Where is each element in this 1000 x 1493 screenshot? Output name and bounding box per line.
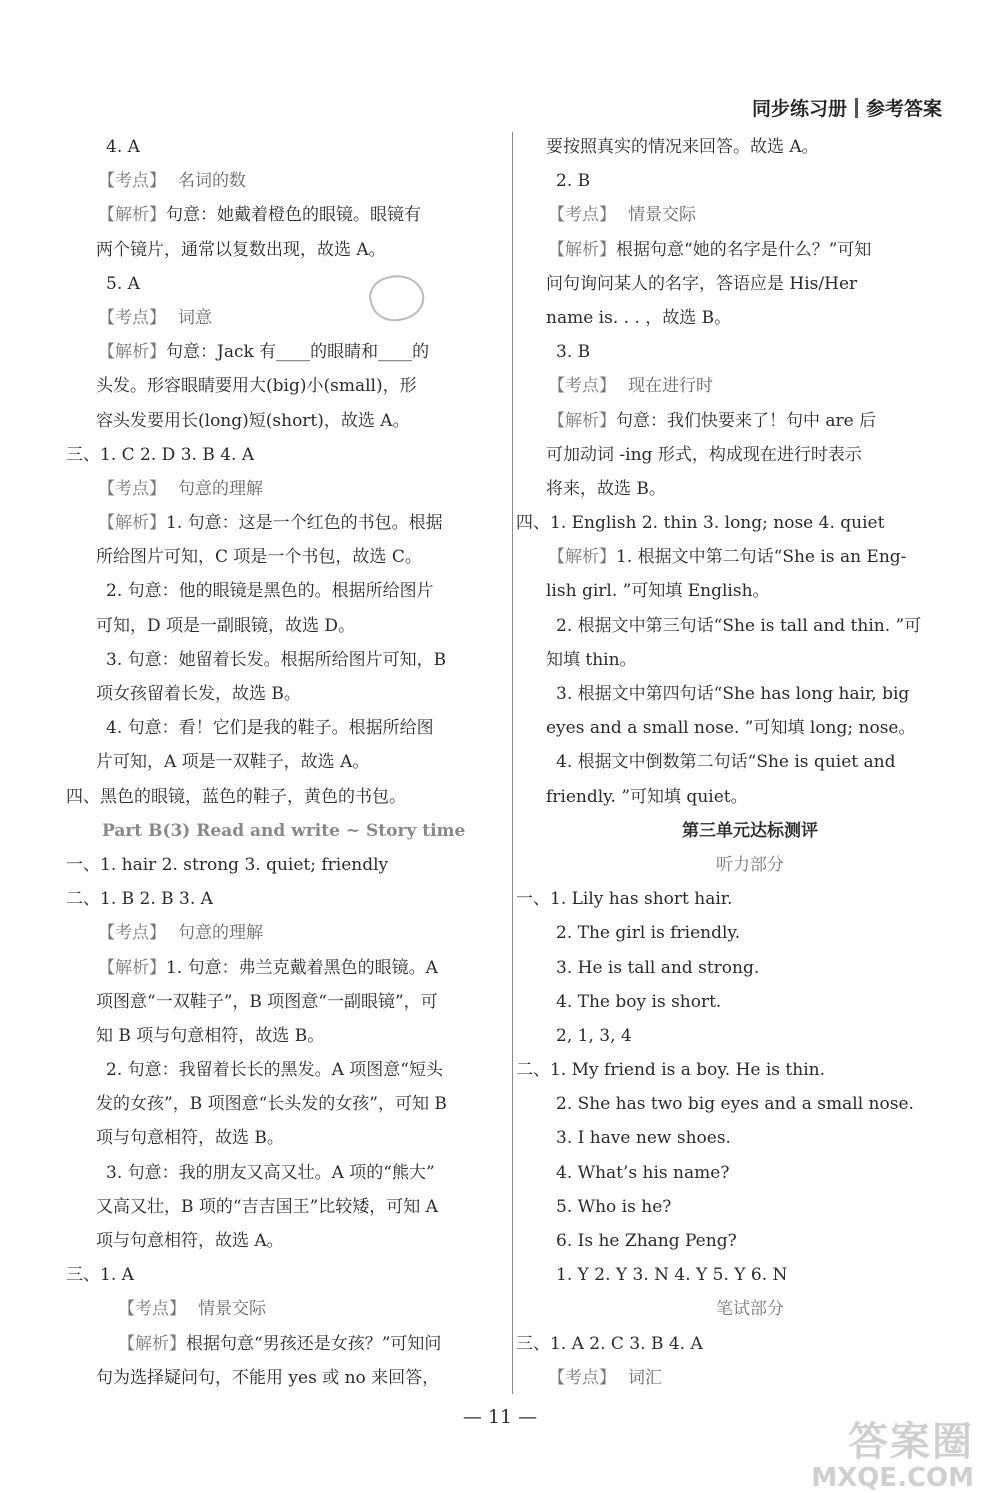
numbered-answer-line: 3. 根据文中第四句话“She has long hair, big [556, 684, 910, 704]
analysis-label: 【解析】 [118, 1333, 186, 1354]
continuation-line: 所给图片可知，C 项是一个书包，故选 C。 [96, 547, 422, 568]
numbered-answer-line: 3. B [556, 342, 591, 363]
header-section-title: 参考答案 [865, 98, 942, 120]
analysis-line [96, 1327, 504, 1361]
knowledge-point-line [96, 301, 504, 335]
continuation-line: 发的女孩”，B 项图意“长头发的女孩”，可知 B [96, 1094, 447, 1115]
continuation-line: 项与句意相符，故选 B。 [96, 1128, 284, 1149]
continuation-line: 项图意“一双鞋子”，B 项图意“一副眼镜”，可 [96, 991, 438, 1012]
continuation-line: 容头发要用长(long)短(short)，故选 A。 [96, 410, 410, 431]
page-number: — 11 — [462, 1406, 538, 1428]
knowledge-point-value: 句意的理解 [178, 923, 263, 944]
continuation-line: 两个镜片，通常以复数出现，故选 A。 [96, 239, 386, 260]
numbered-answer-line: 1. Y 2. Y 3. N 4. Y 5. Y 6. N [556, 1265, 788, 1286]
knowledge-point-label: 【考点】 [98, 923, 166, 944]
numbered-answer-line: 2. 根据文中第三句话“She is tall and thin. ”可 [556, 615, 922, 636]
knowledge-point-line [96, 1292, 504, 1326]
knowledge-point-value: 情景交际 [198, 1299, 266, 1320]
numbered-answer-line: 5. A [106, 273, 140, 294]
continuation-line: 知填 thin。 [546, 649, 637, 670]
numbered-answer-line: 6. Is he Zhang Peng? [556, 1231, 737, 1251]
knowledge-point-value: 现在进行时 [628, 376, 713, 397]
numbered-answer-line: 2. B [556, 171, 591, 192]
analysis-line [546, 540, 954, 574]
analysis-line [96, 335, 504, 369]
knowledge-point-line [96, 164, 504, 198]
analysis-text: 句意：我们快要来了！句中 are 后 [616, 410, 877, 431]
knowledge-point-line [96, 916, 504, 950]
knowledge-point-line [96, 472, 504, 506]
knowledge-point-label: 【考点】 [548, 376, 616, 397]
continuation-line: 项女孩留着长发，故选 B。 [96, 684, 301, 704]
watermark-text: 答案圈 [848, 1419, 974, 1465]
numbered-answer-line: 2. She has two big eyes and a small nose. [556, 1094, 914, 1115]
analysis-line [546, 233, 954, 267]
knowledge-point-label: 【考点】 [548, 1367, 616, 1388]
section-answer-line: 一、1. hair 2. strong 3. quiet; friendly [66, 854, 389, 875]
continuation-line: 可加动词 -ing 形式，构成现在进行时表示 [546, 444, 862, 465]
section-answer-line: 二、1. B 2. B 3. A [66, 889, 213, 910]
continuation-line: 可知，D 项是一副眼镜，故选 D。 [96, 615, 356, 636]
knowledge-point-value: 情景交际 [628, 205, 696, 226]
continuation-line: 项与句意相符，故选 A。 [96, 1231, 284, 1251]
analysis-line [96, 198, 504, 232]
knowledge-point-value: 句意的理解 [178, 478, 263, 499]
numbered-answer-line: 2. 句意：他的眼镜是黑色的。根据所给图片 [106, 581, 434, 602]
numbered-answer-line: 4. 根据文中倒数第二句话“She is quiet and [556, 752, 896, 773]
section-answer-line: 三、1. C 2. D 3. B 4. A [66, 444, 255, 465]
analysis-label: 【解析】 [548, 547, 616, 568]
continuation-line: 又高又壮，B 项的“吉吉国王”比较矮，可知 A [96, 1196, 438, 1217]
knowledge-point-line [546, 198, 954, 232]
page-header [752, 94, 942, 121]
analysis-text: 句意：Jack 有____的眼睛和____的 [166, 342, 430, 363]
numbered-answer-line: 4. What’s his name? [556, 1162, 730, 1183]
sub-section-heading: 听力部分 [716, 854, 784, 875]
analysis-text: 根据句意“男孩还是女孩？”可知问 [186, 1333, 442, 1354]
numbered-answer-line: 3. He is tall and strong. [556, 957, 760, 978]
analysis-text: 句意：她戴着橙色的眼镜。眼镜有 [166, 205, 421, 226]
analysis-label: 【解析】 [98, 957, 166, 978]
knowledge-point-label: 【考点】 [118, 1299, 186, 1320]
continuation-line: 头发。形容眼睛要用大(big)小(small)，形 [96, 376, 417, 397]
analysis-label: 【解析】 [548, 239, 616, 260]
numbered-answer-line: 3. 句意：她留着长发。根据所给图片可知，B [106, 649, 447, 670]
continuation-line: lish girl. ”可知填 English。 [546, 581, 770, 602]
analysis-line [96, 951, 504, 985]
knowledge-point-value: 词汇 [628, 1367, 662, 1388]
continuation-line: 将来，故选 B。 [546, 478, 666, 499]
continuation-line: 知 B 项与句意相符，故选 B。 [96, 1025, 325, 1046]
knowledge-point-line [546, 369, 954, 403]
knowledge-point-label: 【考点】 [98, 478, 166, 499]
knowledge-point-line [546, 1361, 954, 1395]
numbered-answer-line: 4. The boy is short. [556, 991, 722, 1012]
numbered-answer-line: 2. 句意：我留着长长的黑发。A 项图意“短头 [106, 1060, 443, 1081]
numbered-answer-line: 4. 句意：看！它们是我的鞋子。根据所给图 [106, 718, 434, 739]
watermark-url: MXQE.COM [811, 1463, 974, 1493]
continuation-line: 要按照真实的情况来回答。故选 A。 [546, 137, 819, 157]
section-answer-line: 三、1. A [66, 1265, 134, 1286]
analysis-text: 根据句意“她的名字是什么？”可知 [616, 239, 872, 260]
analysis-label: 【解析】 [98, 342, 166, 363]
continuation-line: name is. . . ，故选 B。 [546, 307, 732, 328]
knowledge-point-label: 【考点】 [98, 307, 166, 328]
section-answer-line: 四、黑色的眼镜，蓝色的鞋子，黄色的书包。 [66, 786, 406, 807]
knowledge-point-label: 【考点】 [548, 205, 616, 226]
knowledge-point-value: 词意 [178, 307, 212, 328]
left-column [66, 130, 504, 1395]
analysis-text: 1. 句意：弗兰克戴着黑色的眼镜。A [166, 957, 438, 978]
unit-test-title: 第三单元达标测评 [682, 820, 818, 841]
section-answer-line: 二、1. My friend is a boy. He is thin. [516, 1060, 825, 1081]
numbered-answer-line: 3. 句意：我的朋友又高又壮。A 项的“熊大” [106, 1162, 435, 1183]
analysis-line [96, 506, 504, 540]
header-separator [855, 98, 858, 118]
column-divider [512, 132, 513, 1394]
continuation-line: 问句询问某人的名字，答语应是 His/Her [546, 273, 858, 294]
numbered-answer-line: 2. The girl is friendly. [556, 923, 741, 944]
header-book-title: 同步练习册 [751, 98, 847, 120]
continuation-line: friendly. ”可知填 quiet。 [546, 786, 748, 807]
section-answer-line: 四、1. English 2. thin 3. long; nose 4. quiet [516, 513, 885, 534]
analysis-label: 【解析】 [548, 410, 616, 431]
numbered-answer-line: 2, 1, 3, 4 [556, 1025, 632, 1046]
watermark-logo [811, 1410, 974, 1493]
knowledge-point-value: 名词的数 [178, 171, 246, 192]
analysis-line [546, 404, 954, 438]
sub-section-heading: 笔试部分 [716, 1299, 784, 1320]
numbered-answer-line: 4. A [106, 137, 140, 157]
numbered-answer-line: 5. Who is he? [556, 1196, 672, 1217]
analysis-text: 1. 句意：这是一个红色的书包。根据 [166, 513, 443, 534]
part-heading: Part B(3) Read and write ~ Story time [102, 820, 466, 841]
analysis-text: 1. 根据文中第二句话“She is an Eng- [616, 547, 907, 568]
analysis-label: 【解析】 [98, 513, 166, 534]
continuation-line: 片可知，A 项是一双鞋子，故选 A。 [96, 752, 370, 773]
section-answer-line: 三、1. A 2. C 3. B 4. A [516, 1333, 703, 1354]
analysis-label: 【解析】 [98, 205, 166, 226]
numbered-answer-line: 3. I have new shoes. [556, 1128, 731, 1149]
right-column [516, 130, 954, 1395]
continuation-line: eyes and a small nose. ”可知填 long; nose。 [546, 718, 916, 739]
knowledge-point-label: 【考点】 [98, 171, 166, 192]
continuation-line: 句为选择疑问句，不能用 yes 或 no 来回答， [96, 1367, 440, 1388]
section-answer-line: 一、1. Lily has short hair. [516, 889, 733, 910]
